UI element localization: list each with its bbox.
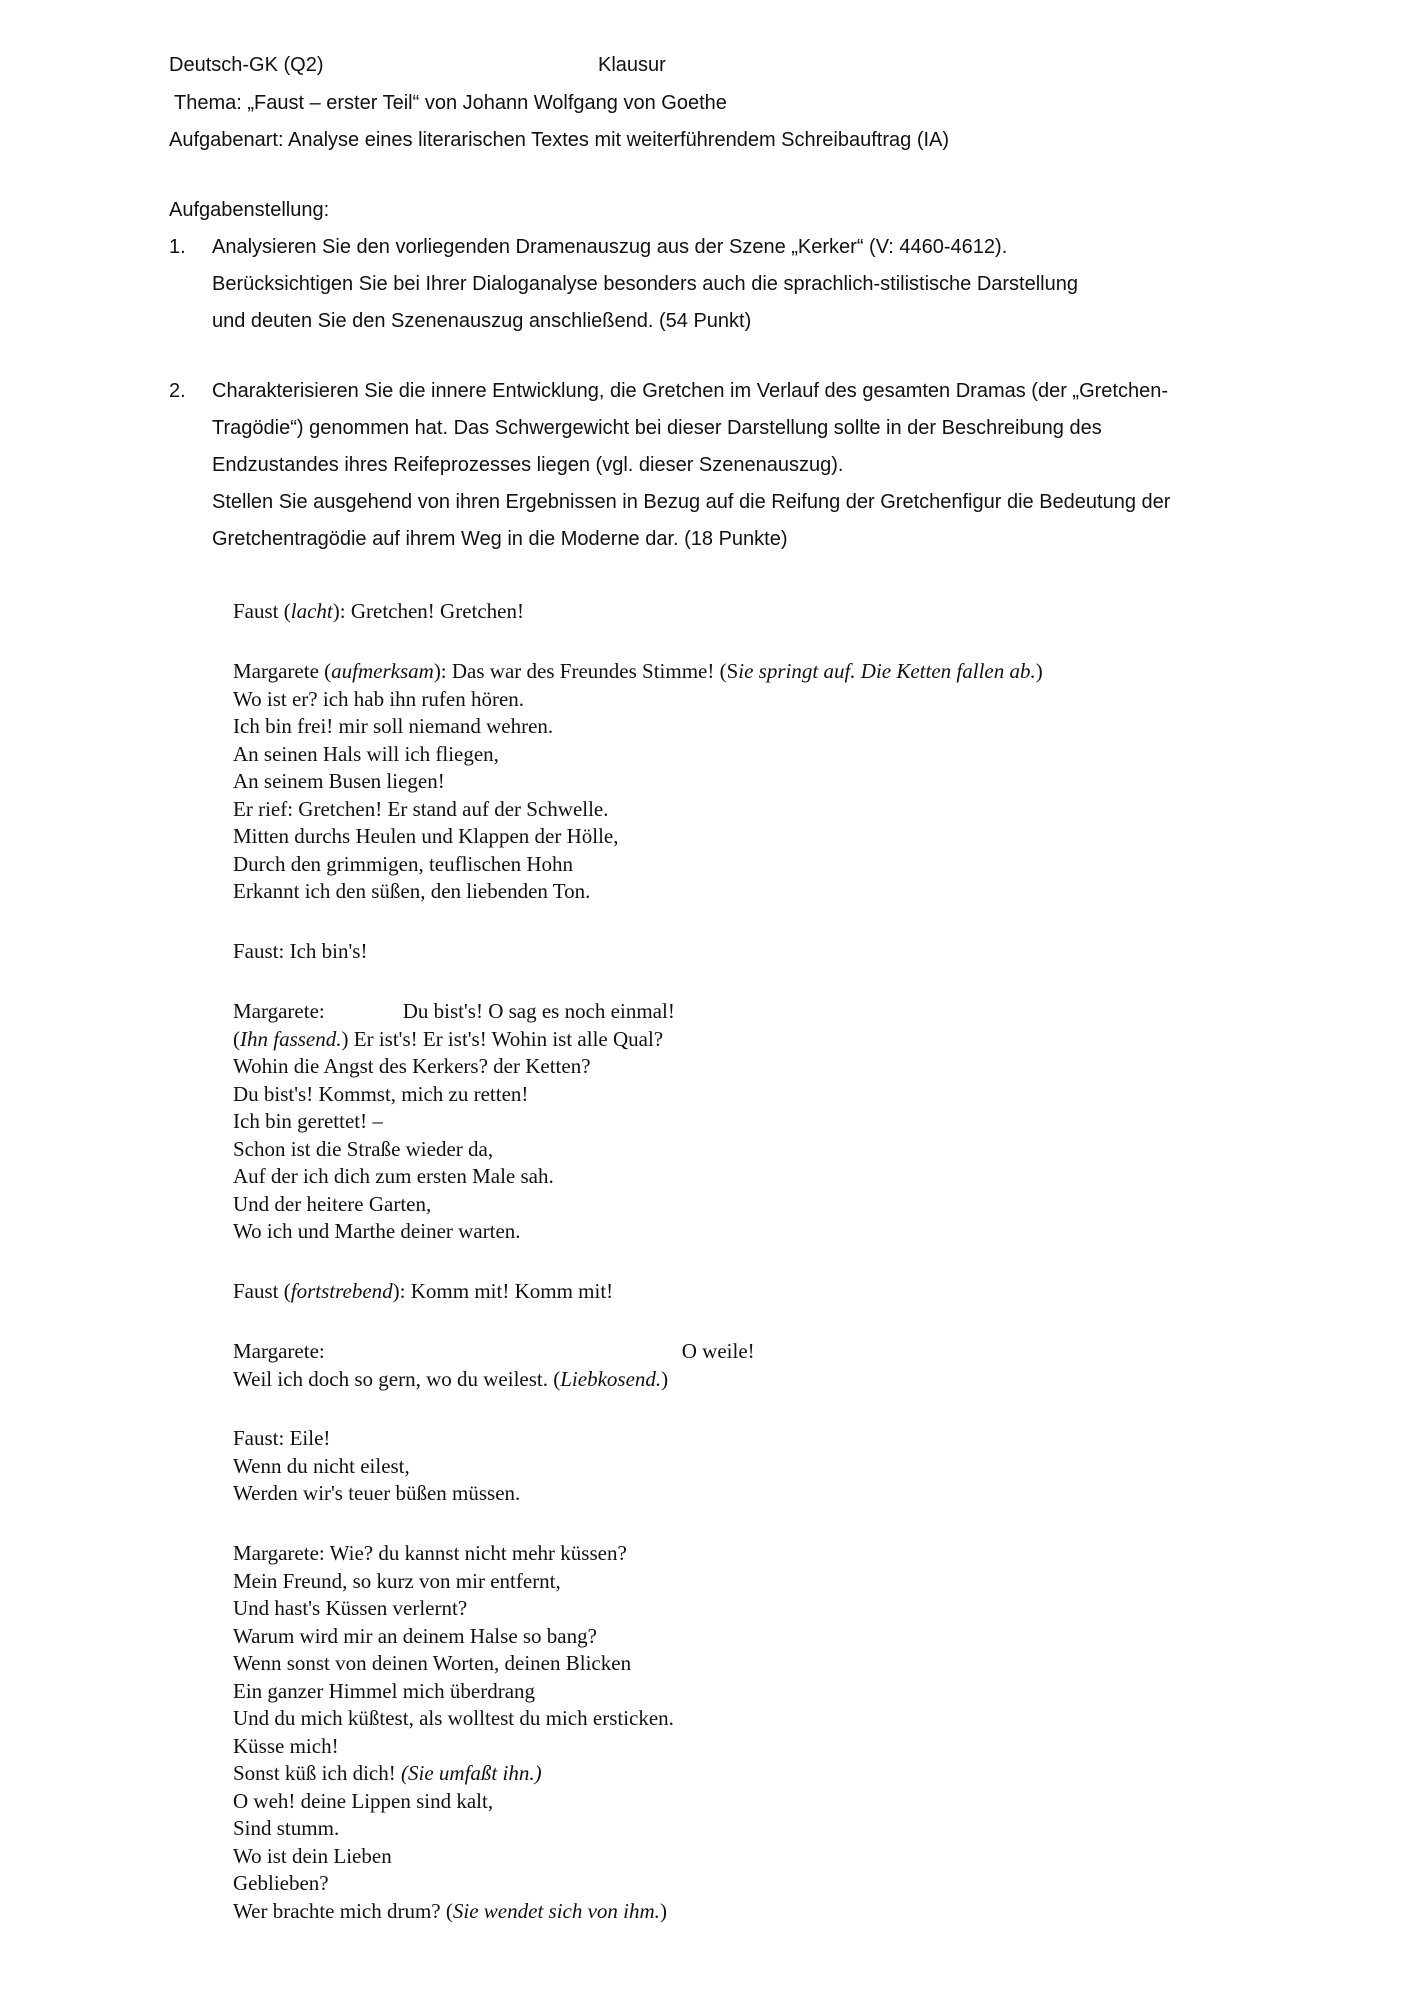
speaker-name: Faust	[233, 939, 279, 963]
verse-line: O weh! deine Lippen sind kalt,	[233, 1788, 494, 1813]
verse-line: Du bist's! Kommst, mich zu retten!	[233, 1081, 529, 1106]
task-line: Endzustandes ihres Reifeprozesses liegen (vgl. dieser Szenenauszug).	[212, 454, 844, 476]
stage-direction: (Sie umfaßt ihn.)	[401, 1761, 542, 1785]
task-line: Gretchentragödie auf ihrem Weg in die Moderne dar. (18 Punkte)	[212, 528, 788, 550]
verse-line: Ich bin gerettet! –	[233, 1109, 383, 1133]
speaker-name: Margarete	[233, 1339, 319, 1363]
verse-line: Ein ganzer Himmel mich überdrang	[233, 1678, 536, 1703]
verse-line: Und hast's Küssen verlernt?	[233, 1596, 468, 1620]
stage-direction: ie springt auf. Die Ketten fallen ab.	[738, 659, 1036, 683]
course-label: Deutsch-GK (Q2)	[169, 54, 324, 76]
stage-direction: Ihn fassend.	[240, 1026, 342, 1051]
speaker-name: Margarete	[233, 999, 319, 1023]
stage-direction: fortstrebend	[290, 1279, 393, 1303]
exam-type-label: Klausur	[598, 54, 666, 76]
speech-line: Du bist's! O sag es noch einmal!	[402, 999, 675, 1023]
speech-line: Das war des Freundes Stimme!	[451, 659, 715, 683]
speech-line: Komm mit! Komm mit!	[410, 1279, 614, 1303]
speaker-name: Faust	[233, 1279, 279, 1303]
task-type-line: Aufgabenart: Analyse eines literarischen Textes mit weiterführendem Schreibauftrag (IA)	[169, 129, 950, 151]
verse-line: Und du mich küßtest, als wolltest du mich ersticken.	[233, 1706, 674, 1730]
verse-line: Wohin die Angst des Kerkers? der Ketten?	[233, 1054, 591, 1078]
verse-line: Wenn du nicht eilest,	[233, 1453, 410, 1478]
verse-line: Warum wird mir an deinem Halse so bang?	[233, 1623, 597, 1648]
task-line: Berücksichtigen Sie bei Ihrer Dialoganalyse besonders auch die sprachlich-stilistische Darstellung	[212, 273, 1078, 295]
verse-line: Wenn sonst von deinen Worten, deinen Blicken	[233, 1651, 632, 1675]
speech-margarete: Margarete: Wie? du kannst nicht mehr küssen? Mein Freund, so kurz von mir entfernt, Und hast's Küssen verlernt? Warum wird mir an deinem Halse so bang? Wenn sonst von deinen Worten, deinen Blicken Ein ganzer Himmel mich überdrang Und du mich küßtest, als wolltest du mich ersticken. Küsse mich! Sonst küß ich dich! (Sie umfaßt ihn.) O weh! deine Lippen sind kalt, Sind stumm. Wo ist dein Lieben Geblieben? Wer brachte mich drum? (Sie wendet sich von ihm.)	[233, 1541, 674, 1923]
speech-line: Ich bin's!	[289, 939, 368, 963]
speech-margarete: Margarete (aufmerksam): Das war des Freundes Stimme! (Sie springt auf. Die Ketten fallen ab.) Wo ist er? ich hab ihn rufen hören. Ich bin frei! mir soll niemand wehren. An seinen Hals will ich fliegen, An seinem Busen liegen! Er rief: Gretchen! Er stand auf der Schwelle. Mitten durchs Heulen und Klappen der Hölle, Durch den grimmigen, teuflischen Hohn Erkannt ich den süßen, den liebenden Ton.	[233, 658, 1043, 906]
speaker-name: Margarete	[233, 1541, 319, 1565]
verse-line: Mein Freund, so kurz von mir entfernt,	[233, 1568, 561, 1593]
speech-line: Wer brachte mich drum?	[233, 1898, 441, 1923]
verse-line: Und der heitere Garten,	[233, 1191, 432, 1216]
verse-line: Sind stumm.	[233, 1816, 340, 1840]
task-number: 2.	[169, 380, 186, 402]
verse-line: An seinen Hals will ich fliegen,	[233, 741, 499, 766]
verse-line: Werden wir's teuer büßen müssen.	[233, 1481, 521, 1505]
speech-faust: Faust: Eile! Wenn du nicht eilest, Werden wir's teuer büßen müssen.	[233, 1425, 520, 1508]
verse-line: Mitten durchs Heulen und Klappen der Hölle,	[233, 824, 619, 848]
speech-margarete: Margarete: O weile! Weil ich doch so gern, wo du weilest. (Liebkosend.)	[233, 1339, 755, 1391]
stage-direction: aufmerksam	[331, 659, 434, 683]
verse-line: Küsse mich!	[233, 1733, 339, 1758]
speech-line: Er ist's! Er ist's! Wohin ist alle Qual?	[353, 1026, 664, 1051]
stage-direction: Liebkosend.	[560, 1366, 662, 1391]
stage-direction-close: )	[1035, 659, 1043, 683]
speech-line: Weil ich doch so gern, wo du weilest.	[233, 1366, 548, 1391]
stage-direction: Sie wendet sich von ihm.	[452, 1898, 660, 1923]
speech-line: Eile!	[289, 1426, 331, 1450]
task-line: und deuten Sie den Szenenauszug anschließend. (54 Punkt)	[212, 310, 752, 332]
speech-faust: Faust (fortstrebend): Komm mit! Komm mit!	[233, 1279, 614, 1303]
verse-line: Ich bin frei! mir soll niemand wehren.	[233, 714, 554, 738]
speaker-name: Faust	[233, 1426, 279, 1450]
verse-line: Er rief: Gretchen! Er stand auf der Schwelle.	[233, 796, 609, 821]
speech-line: Gretchen! Gretchen!	[350, 599, 524, 623]
verse-line: Wo ist er? ich hab ihn rufen hören.	[233, 686, 525, 711]
verse-line: Geblieben?	[233, 1871, 329, 1895]
tasks-heading: Aufgabenstellung:	[169, 199, 330, 221]
speech-line: Sonst küß ich dich!	[233, 1761, 396, 1785]
stage-direction-open: (S	[719, 659, 739, 683]
verse-line: Schon ist die Straße wieder da,	[233, 1136, 494, 1161]
speech-faust: Faust: Ich bin's!	[233, 939, 368, 963]
speech-margarete: Margarete: Du bist's! O sag es noch einmal! (Ihn fassend.) Er ist's! Er ist's! Wohin ist alle Qual? Wohin die Angst des Kerkers? der Ketten? Du bist's! Kommst, mich zu retten! Ich bin gerettet! – Schon ist die Straße wieder da, Auf der ich dich zum ersten Male sah. Und der heitere Garten, Wo ich und Marthe deiner warten.	[233, 998, 675, 1246]
verse-line: An seinem Busen liegen!	[233, 769, 445, 793]
speaker-name: Faust	[233, 599, 279, 623]
topic-line: Thema: „Faust – erster Teil“ von Johann Wolfgang von Goethe	[174, 92, 727, 114]
verse-line: Durch den grimmigen, teuflischen Hohn	[233, 851, 573, 876]
verse-line: Erkannt ich den süßen, den liebenden Ton.	[233, 879, 591, 903]
task-line: Tragödie“) genommen hat. Das Schwergewicht bei dieser Darstellung sollte in der Beschreibung des	[212, 417, 1102, 439]
task-line: Charakterisieren Sie die innere Entwicklung, die Gretchen im Verlauf des gesamten Dramas (der „Gretchen-	[212, 380, 1168, 402]
speech-line: O weile!	[681, 1339, 755, 1363]
speaker-name: Margarete	[233, 659, 319, 683]
task-number: 1.	[169, 236, 186, 258]
task-line: Analysieren Sie den vorliegenden Dramenauszug aus der Szene „Kerker“ (V: 4460-4612).	[212, 236, 1008, 258]
verse-line: Wo ist dein Lieben	[233, 1843, 392, 1868]
verse-line: Auf der ich dich zum ersten Male sah.	[233, 1164, 554, 1188]
stage-direction: lacht	[290, 599, 333, 623]
speech-line: Wie? du kannst nicht mehr küssen?	[329, 1541, 627, 1565]
verse-line: Wo ich und Marthe deiner warten.	[233, 1219, 521, 1243]
task-line: Stellen Sie ausgehend von ihren Ergebnissen in Bezug auf die Reifung der Gretchenfigur die Bedeutung der	[212, 491, 1171, 513]
speech-faust: Faust (lacht): Gretchen! Gretchen!	[233, 599, 524, 623]
